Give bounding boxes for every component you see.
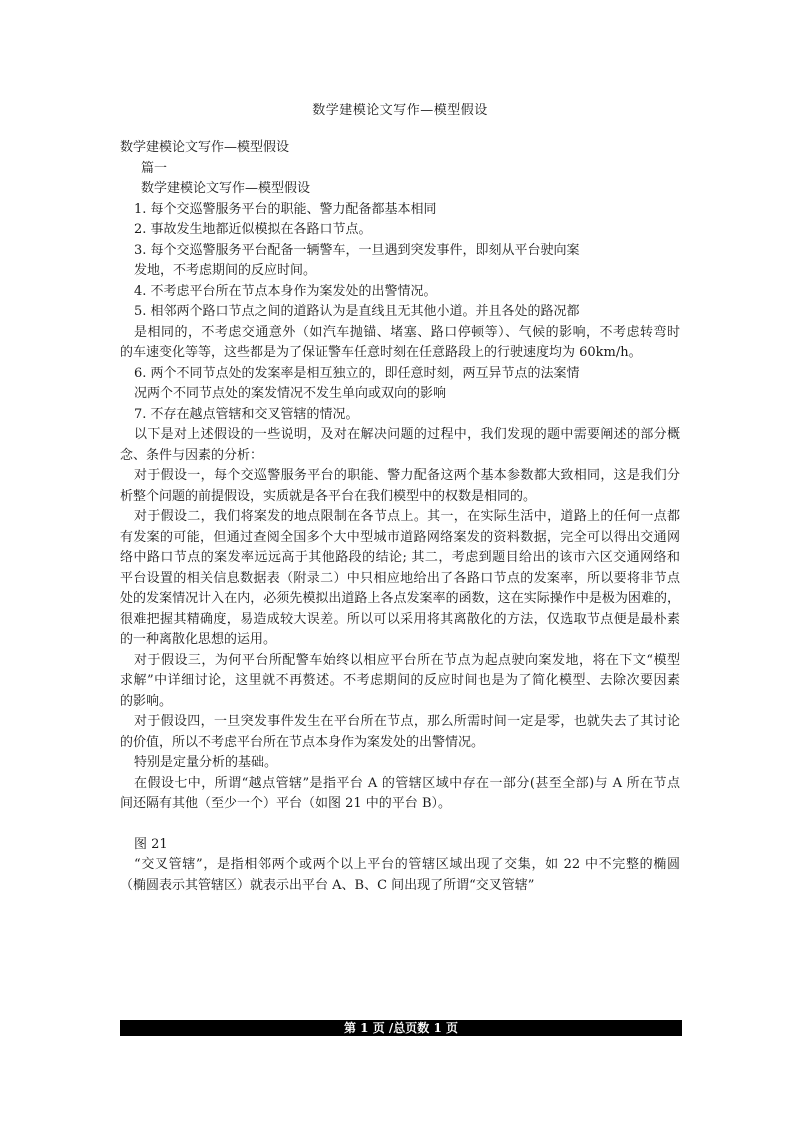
assumption-3-cont: 发地，不考虑期间的反应时间。 (134, 263, 317, 278)
paragraph-line: 间还隔有其他（至少一个）平台（如图 21 中的平台 B）。 (120, 796, 451, 811)
assumption-5-cont: 是相同的，不考虑交通意外（如汽车抛锚、堵塞、路口停顿等）、气候的影响，不考虑转弯时 (134, 324, 680, 340)
paragraph-line: 念、条件与因素的分析： (120, 447, 264, 463)
assumption-6-cont: 况两个不同节点处的案发情况不发生单向或双向的影响 (134, 386, 447, 401)
paragraph-line: 的一种离散化思想的运用。 (120, 632, 277, 647)
assumption-1: 1. 每个交巡警服务平台的职能、警力配备都基本相同 (134, 201, 437, 217)
paragraph-line: 处的发案情况计入在内，必须先模拟出道路上各点发案率的函数，这在实际操作中是极为困难的， (120, 591, 680, 606)
paragraph-line: 对于假设二，我们将案发的地点限制在各节点上。其一，在实际生活中，道路上的任何一点都 (134, 509, 680, 524)
assumption-4: 4. 不考虑平台所在节点本身作为案发处的出警情况。 (134, 283, 437, 299)
paragraph-line: 的价值，所以不考虑平台所在节点本身作为案发处的出警情况。 (120, 734, 485, 750)
paragraph-line: 析整个问题的前提假设，实质就是各平台在我们模型中的权数是相同的。 (120, 488, 537, 504)
paragraph-line: 对于假设四，一旦突发事件发生在平台所在节点，那么所需时间一定是零，也就失去了其讨论 (134, 714, 680, 729)
paragraph-line: 在假设七中，所谓“越点管辖”是指平台 A 的管辖区域中存在一部分(甚至全部)与 A 所在节点 (134, 775, 680, 791)
section-label: 篇一 (141, 160, 168, 176)
paragraph-line: 有发案的可能，但通过查阅全国多个大中型城市道路网络案发的资料数据，完全可以得出交通网 (120, 529, 680, 545)
assumption-5: 5. 相邻两个路口节点之间的道路认为是直线且无其他小道。并且各处的路况都 (134, 304, 580, 319)
assumption-7: 7. 不存在越点管辖和交叉管辖的情况。 (134, 406, 359, 422)
document-body (120, 138, 680, 896)
body-heading: 数学建模论文写作—模型假设 (120, 140, 290, 155)
paragraph-line: 对于假设一，每个交巡警服务平台的职能、警力配备这两个基本参数都大致相同，这是我们分 (134, 468, 680, 483)
assumption-3: 3. 每个交巡警服务平台配备一辆警车，一旦遇到突发事件，即刻从平台驶向案 (134, 242, 580, 258)
paragraph-line: （椭圆表示其管辖区）就表示出平台 A、B、C 间出现了所谓“交叉管辖” (120, 877, 535, 893)
assumption-2: 2. 事故发生地都近似模拟在各路口节点。 (134, 222, 372, 237)
paragraph-line: 以下是对上述假设的一些说明，及对在解决问题的过程中，我们发现的题中需要阐述的部分概 (134, 427, 680, 442)
assumption-6: 6. 两个不同节点处的发案率是相互独立的，即任意时刻，两互异节点的法案情 (134, 365, 580, 381)
blank-line (120, 815, 680, 835)
paragraph-line: 平台设置的相关信息数据表（附录二）中只相应地给出了各路口节点的发案率，所以要将非节点 (120, 570, 680, 586)
paragraph-line: 的影响。 (120, 693, 173, 709)
paragraph-line: 很难把握其精确度，易造成较大误差。所以可以采用将其离散化的方法，仅选取节点便是最朴素 (120, 611, 680, 627)
paragraph-line: “交叉管辖”，是指相邻两个或两个以上平台的管辖区域出现了交集，如 22 中不完整的椭圆 (134, 857, 680, 872)
figure-caption: 图 21 (134, 836, 168, 852)
paragraph-line: 求解”中详细讨论，这里就不再赘述。不考虑期间的反应时间也是为了简化模型、去除次要因素 (120, 673, 680, 688)
paragraph-line: 络中路口节点的案发率远远高于其他路段的结论; 其二，考虑到题目给出的该市六区交通网络和 (120, 550, 680, 565)
assumption-5-cont: 的车速变化等等，这些都是为了保证警车任意时刻在任意路段上的行驶速度均为 60km/h。 (120, 345, 642, 360)
document-title: 数学建模论文写作—模型假设 (312, 103, 488, 118)
paragraph-line: 特别是定量分析的基础。 (134, 755, 278, 770)
page-footer: 第 1 页 /总页数 1 页 (120, 1020, 682, 1036)
section-heading: 数学建模论文写作—模型假设 (141, 181, 311, 196)
paragraph-line: 对于假设三，为何平台所配警车始终以相应平台所在节点为起点驶向案发地，将在下文“模型 (134, 652, 680, 668)
